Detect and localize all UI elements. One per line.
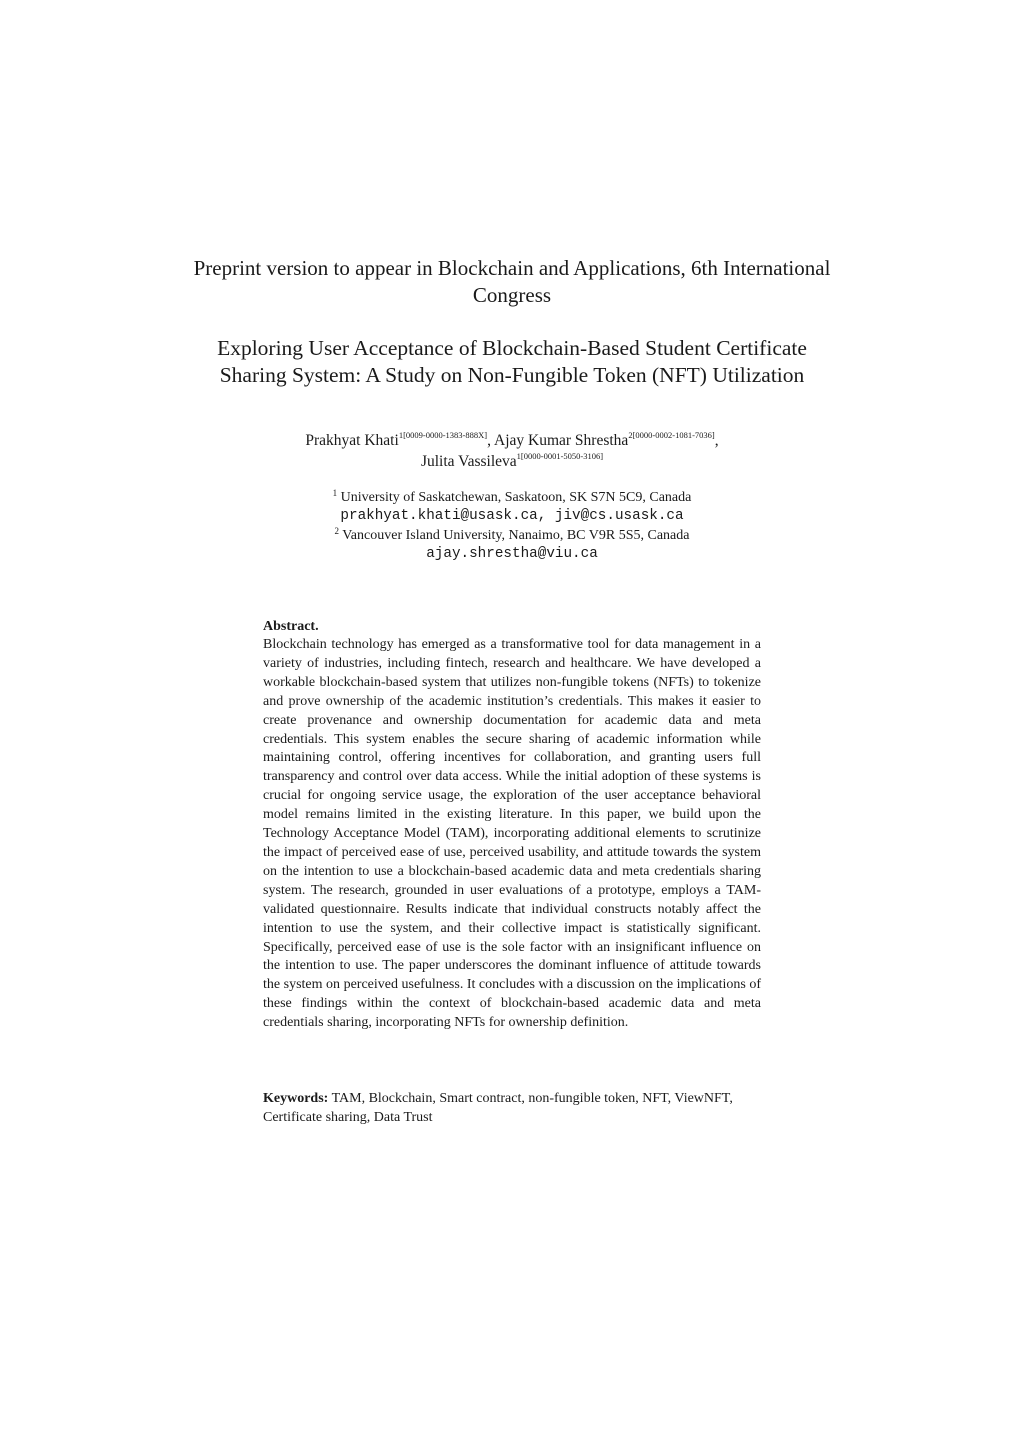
affiliations — [200, 488, 824, 564]
affiliation-institution: Vancouver Island University, Nanaimo, BC V9R 5S5, Canada — [342, 528, 690, 543]
author-orcid: [0000-0001-5050-3106] — [520, 451, 604, 461]
affiliation-2 — [200, 526, 824, 545]
paper-title: Exploring User Acceptance of Blockchain-Based Student Certificate Sharing System: A Study on Non-Fungible Token (NFT) Utilization — [217, 336, 807, 387]
author-name: Ajay Kumar Shrestha — [494, 432, 629, 449]
abstract-text: Blockchain technology has emerged as a transformative tool for data management in a variety of industries, including fintech, research and healthcare. We have developed a workable blockchain-based system that utilizes non-fungible tokens (NFTs) to tokenize and prove ownership of the academic institution’s credentials. This makes it easier to create provenance and ownership documentation for academic data and meta credentials. This system enables the secure sharing of academic information while maintaining control, offering incentives for collaboration, and granting users full transparency and control over data access. While the initial adoption of these systems is crucial for ongoing service usage, the exploration of the user acceptance behavioral model remains limited in the existing literature. In this paper, we build upon the Technology Acceptance Model (TAM), incorporating additional elements to scrutinize the impact of perceived ease of use, perceived usability, and attitude towards the system on the intention to use a blockchain-based academic data and meta credentials sharing system. The research, grounded in user evaluations of a prototype, employs a TAM-validated questionnaire. Results indicate that individual constructs notably affect the intention to use the system, and their collective impact is statistically significant. Specifically, perceived ease of use is the sole factor with an insignificant influence on the intention to use. The paper underscores the dominant influence of attitude towards the system on perceived usefulness. It concludes with a discussion on the implications of these findings within the context of blockchain-based academic data and meta credentials sharing, incorporating NFTs for ownership definition. — [263, 637, 761, 1031]
affiliation-1 — [200, 488, 824, 507]
author-orcid: [0000-0002-1081-7036] — [632, 430, 715, 440]
keywords-label: Keywords: — [263, 1091, 329, 1106]
author-orcid: [0009-0000-1383-888X] — [403, 430, 488, 440]
author-name: Prakhyat Khati — [305, 432, 399, 449]
preprint-notice: Preprint version to appear in Blockchain and Applications, 6th International Congress — [193, 256, 831, 307]
author-mark: 1[0009-0000-1383-888X] — [398, 430, 488, 440]
keywords-text: TAM, Blockchain, Smart contract, non-fungible token, NFT, ViewNFT, Certificate sharing, Data Trust — [263, 1091, 733, 1125]
author-name: Julita Vassileva — [420, 453, 517, 470]
abstract-heading: Abstract. — [263, 619, 319, 634]
author-mark: 2[0000-0002-1081-7036] — [628, 430, 715, 440]
affiliation-mark: 2 — [334, 526, 339, 536]
affiliation-emails[interactable]: prakhyat.khati@usask.ca, jiv@cs.usask.ca — [340, 508, 684, 524]
author-list: Prakhyat Khati$^{1[0009-0000-1383-888X]}$, Ajay Kumar Shrestha$^{2[0000-0002-1081-7036]}$, Julita Vassileva$^{1[0000-0001-5050-3106]}$ — [305, 430, 719, 470]
affiliation-emails[interactable]: ajay.shrestha@viu.ca — [426, 546, 598, 562]
author-mark: 1[0000-0001-5050-3106] — [516, 451, 604, 461]
affiliation-mark: 1 — [332, 488, 338, 498]
keywords — [263, 1089, 761, 1127]
affiliation-institution: University of Saskatchewan, Saskatoon, SK S7N 5C9, Canada — [340, 490, 692, 505]
